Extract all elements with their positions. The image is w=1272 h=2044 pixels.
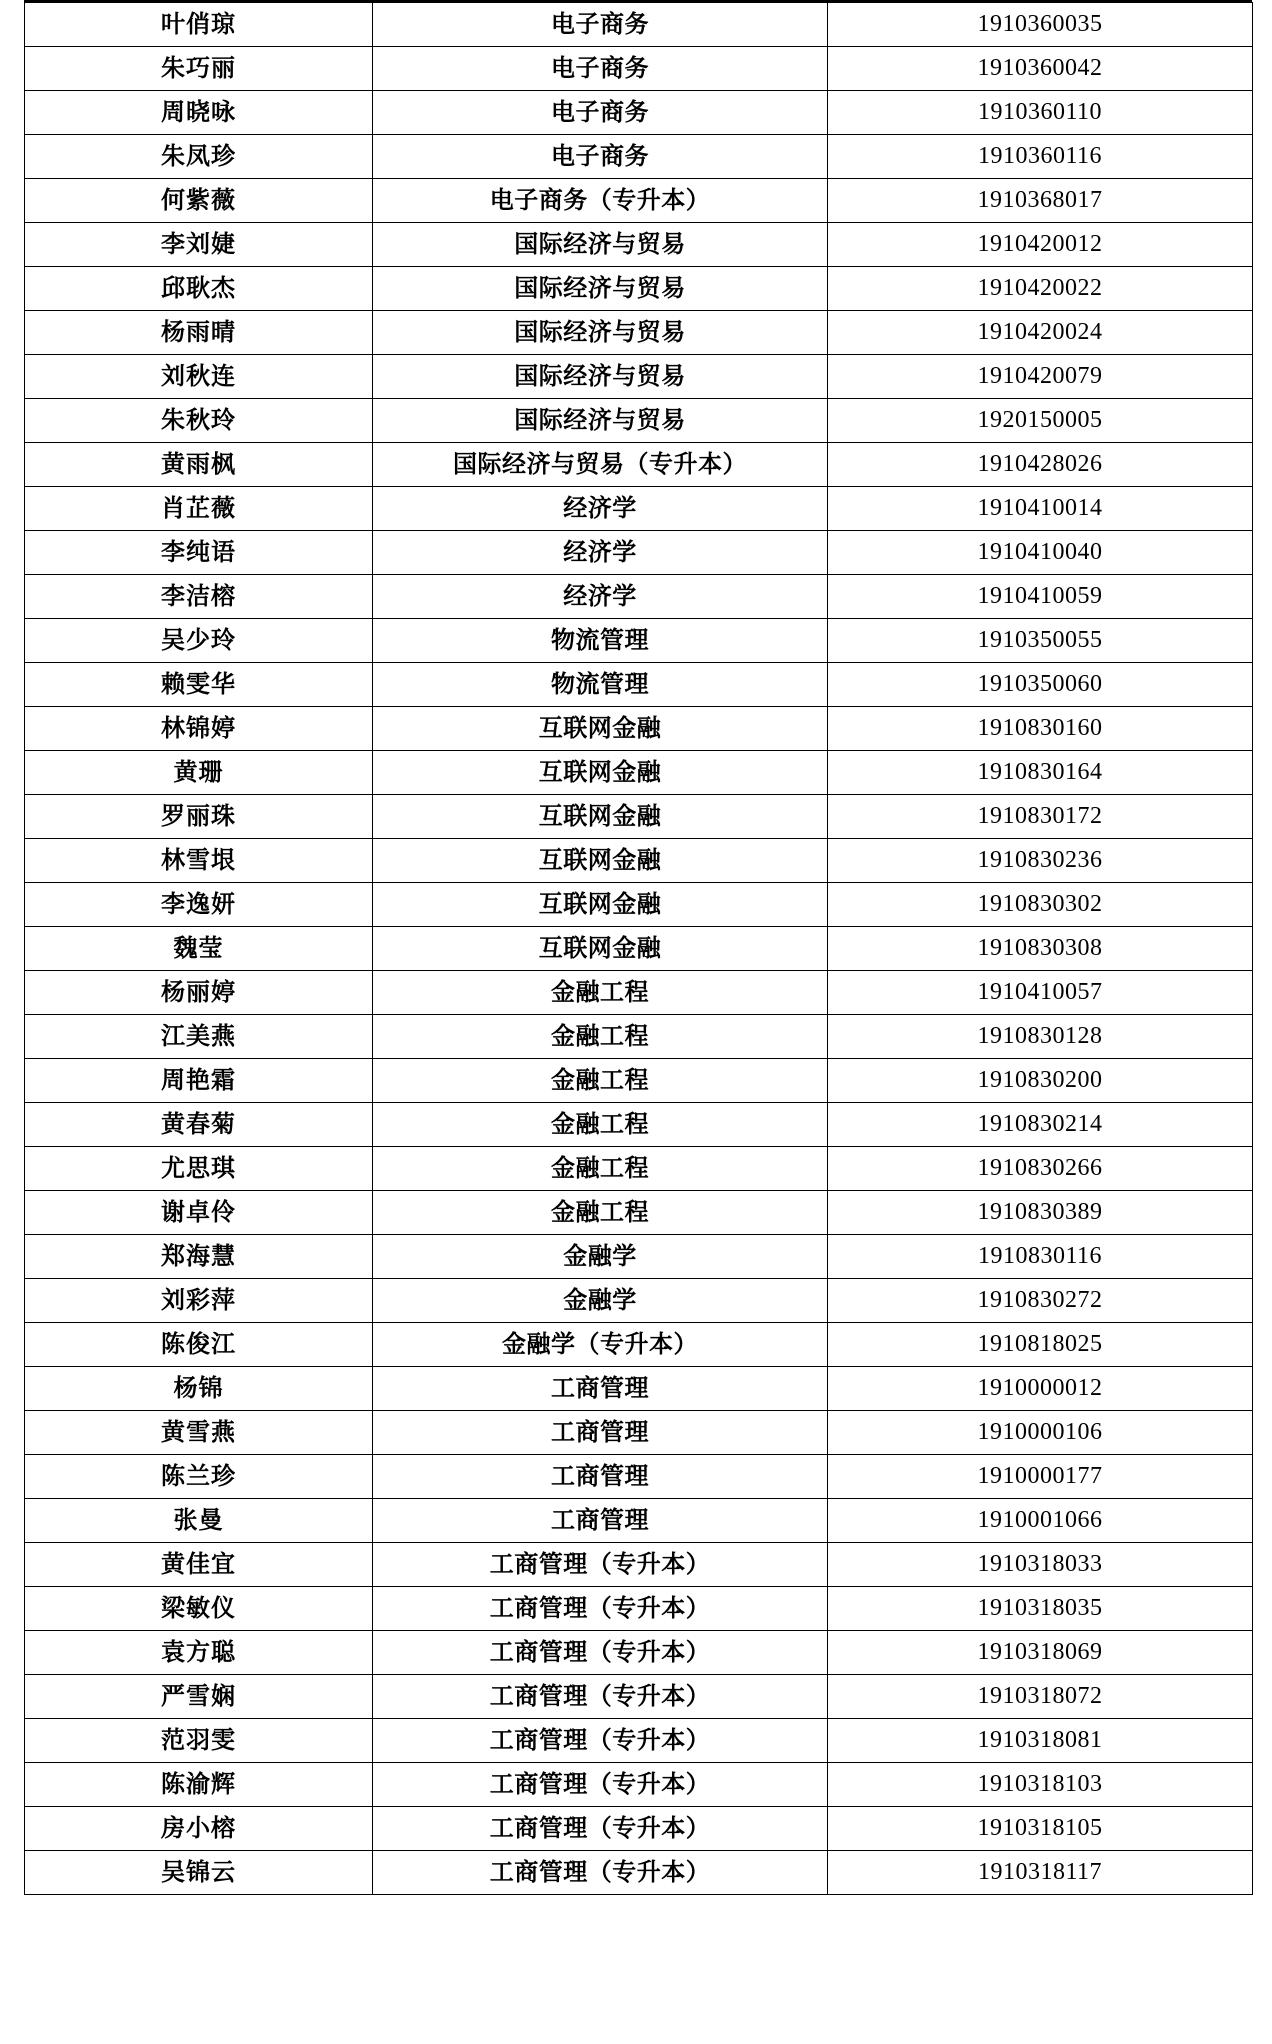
- cell-student-id: 1910830164: [828, 751, 1253, 795]
- cell-major: 工商管理（专升本）: [373, 1675, 828, 1719]
- cell-student-name: 陈渝辉: [25, 1763, 373, 1807]
- table-row: [25, 1675, 1253, 1719]
- cell-student-id: 1910410059: [828, 575, 1253, 619]
- cell-student-name: 黄雪燕: [25, 1411, 373, 1455]
- cell-student-id: 1910420079: [828, 355, 1253, 399]
- cell-student-name: 杨锦: [25, 1367, 373, 1411]
- cell-major: 工商管理: [373, 1367, 828, 1411]
- cell-student-name: 陈俊江: [25, 1323, 373, 1367]
- table-row: [25, 1851, 1253, 1895]
- table-row: [25, 1367, 1253, 1411]
- cell-major: 物流管理: [373, 619, 828, 663]
- cell-student-id: 1910830160: [828, 707, 1253, 751]
- cell-major: 经济学: [373, 487, 828, 531]
- cell-student-id: 1910318069: [828, 1631, 1253, 1675]
- cell-major: 物流管理: [373, 663, 828, 707]
- table-row: [25, 135, 1253, 179]
- table-row: [25, 1015, 1253, 1059]
- cell-major: 电子商务（专升本）: [373, 179, 828, 223]
- cell-major: 互联网金融: [373, 927, 828, 971]
- cell-student-name: 何紫薇: [25, 179, 373, 223]
- cell-major: 国际经济与贸易（专升本）: [373, 443, 828, 487]
- table-row: [25, 1279, 1253, 1323]
- table-row: [25, 1455, 1253, 1499]
- cell-student-id: 1910318105: [828, 1807, 1253, 1851]
- table-row: [25, 883, 1253, 927]
- cell-student-id: 1910350055: [828, 619, 1253, 663]
- cell-student-name: 李刘婕: [25, 223, 373, 267]
- cell-major: 电子商务: [373, 91, 828, 135]
- cell-major: 电子商务: [373, 3, 828, 47]
- table-row: [25, 1235, 1253, 1279]
- cell-student-id: 1920150005: [828, 399, 1253, 443]
- table-row: [25, 1763, 1253, 1807]
- cell-student-name: 郑海慧: [25, 1235, 373, 1279]
- cell-major: 工商管理: [373, 1411, 828, 1455]
- cell-student-name: 吴少玲: [25, 619, 373, 663]
- cell-major: 金融工程: [373, 1059, 828, 1103]
- table-row: [25, 575, 1253, 619]
- table-row: [25, 443, 1253, 487]
- cell-major: 国际经济与贸易: [373, 399, 828, 443]
- cell-student-name: 黄春菊: [25, 1103, 373, 1147]
- cell-major: 工商管理: [373, 1455, 828, 1499]
- cell-student-id: 1910410057: [828, 971, 1253, 1015]
- cell-student-name: 陈兰珍: [25, 1455, 373, 1499]
- cell-major: 经济学: [373, 575, 828, 619]
- cell-student-name: 朱秋玲: [25, 399, 373, 443]
- cell-major: 金融工程: [373, 1103, 828, 1147]
- table-row: [25, 3, 1253, 47]
- cell-major: 金融学: [373, 1235, 828, 1279]
- table-row: [25, 355, 1253, 399]
- table-row: [25, 223, 1253, 267]
- cell-student-id: 1910830266: [828, 1147, 1253, 1191]
- cell-student-id: 1910420012: [828, 223, 1253, 267]
- table-row: [25, 47, 1253, 91]
- cell-student-name: 吴锦云: [25, 1851, 373, 1895]
- cell-major: 工商管理（专升本）: [373, 1851, 828, 1895]
- table-row: [25, 1719, 1253, 1763]
- cell-student-name: 严雪娴: [25, 1675, 373, 1719]
- cell-student-id: 1910830308: [828, 927, 1253, 971]
- cell-major: 金融工程: [373, 971, 828, 1015]
- cell-student-name: 袁方聪: [25, 1631, 373, 1675]
- cell-student-id: 1910000177: [828, 1455, 1253, 1499]
- cell-major: 金融工程: [373, 1015, 828, 1059]
- cell-student-id: 1910830200: [828, 1059, 1253, 1103]
- cell-student-id: 1910830172: [828, 795, 1253, 839]
- table-row: [25, 487, 1253, 531]
- cell-major: 经济学: [373, 531, 828, 575]
- cell-student-id: 1910830128: [828, 1015, 1253, 1059]
- cell-major: 金融学（专升本）: [373, 1323, 828, 1367]
- cell-student-id: 1910360110: [828, 91, 1253, 135]
- table-row: [25, 531, 1253, 575]
- cell-student-name: 杨雨晴: [25, 311, 373, 355]
- cell-major: 金融工程: [373, 1147, 828, 1191]
- cell-student-id: 1910001066: [828, 1499, 1253, 1543]
- cell-student-id: 1910318035: [828, 1587, 1253, 1631]
- cell-student-name: 刘秋连: [25, 355, 373, 399]
- cell-student-name: 肖芷薇: [25, 487, 373, 531]
- table-row: [25, 1587, 1253, 1631]
- cell-major: 工商管理（专升本）: [373, 1631, 828, 1675]
- table-row: [25, 707, 1253, 751]
- cell-student-name: 梁敏仪: [25, 1587, 373, 1631]
- cell-major: 工商管理（专升本）: [373, 1719, 828, 1763]
- table-row: [25, 399, 1253, 443]
- table-row: [25, 971, 1253, 1015]
- cell-student-id: 1910318117: [828, 1851, 1253, 1895]
- table-row: [25, 663, 1253, 707]
- cell-student-id: 1910830389: [828, 1191, 1253, 1235]
- roster-table-body: [25, 3, 1253, 1895]
- cell-major: 工商管理（专升本）: [373, 1543, 828, 1587]
- cell-student-id: 1910830302: [828, 883, 1253, 927]
- cell-student-name: 黄珊: [25, 751, 373, 795]
- cell-major: 互联网金融: [373, 751, 828, 795]
- table-row: [25, 1807, 1253, 1851]
- cell-student-name: 张曼: [25, 1499, 373, 1543]
- cell-major: 电子商务: [373, 47, 828, 91]
- roster-table: [24, 2, 1253, 1895]
- cell-student-name: 邱耿杰: [25, 267, 373, 311]
- cell-student-id: 1910830116: [828, 1235, 1253, 1279]
- cell-student-name: 李纯语: [25, 531, 373, 575]
- table-row: [25, 1147, 1253, 1191]
- cell-student-name: 李洁榕: [25, 575, 373, 619]
- table-row: [25, 795, 1253, 839]
- table-row: [25, 839, 1253, 883]
- cell-student-id: 1910830236: [828, 839, 1253, 883]
- table-row: [25, 927, 1253, 971]
- table-row: [25, 1103, 1253, 1147]
- cell-student-id: 1910318072: [828, 1675, 1253, 1719]
- cell-student-name: 林雪垠: [25, 839, 373, 883]
- cell-student-name: 江美燕: [25, 1015, 373, 1059]
- roster-table-container: [24, 2, 1252, 1895]
- cell-student-id: 1910360116: [828, 135, 1253, 179]
- cell-student-name: 赖雯华: [25, 663, 373, 707]
- cell-student-id: 1910360042: [828, 47, 1253, 91]
- table-row: [25, 619, 1253, 663]
- table-row: [25, 267, 1253, 311]
- cell-student-id: 1910830272: [828, 1279, 1253, 1323]
- table-row: [25, 751, 1253, 795]
- cell-major: 国际经济与贸易: [373, 223, 828, 267]
- cell-major: 国际经济与贸易: [373, 311, 828, 355]
- cell-student-id: 1910410014: [828, 487, 1253, 531]
- cell-student-name: 魏莹: [25, 927, 373, 971]
- cell-major: 互联网金融: [373, 839, 828, 883]
- cell-major: 金融工程: [373, 1191, 828, 1235]
- cell-student-id: 1910000012: [828, 1367, 1253, 1411]
- cell-major: 工商管理（专升本）: [373, 1807, 828, 1851]
- table-row: [25, 311, 1253, 355]
- table-row: [25, 1543, 1253, 1587]
- table-row: [25, 1059, 1253, 1103]
- cell-major: 电子商务: [373, 135, 828, 179]
- cell-student-id: 1910830214: [828, 1103, 1253, 1147]
- cell-major: 互联网金融: [373, 883, 828, 927]
- cell-student-id: 1910420022: [828, 267, 1253, 311]
- cell-student-id: 1910350060: [828, 663, 1253, 707]
- table-row: [25, 1411, 1253, 1455]
- table-row: [25, 91, 1253, 135]
- cell-student-name: 尤思琪: [25, 1147, 373, 1191]
- cell-student-id: 1910368017: [828, 179, 1253, 223]
- cell-student-name: 谢卓伶: [25, 1191, 373, 1235]
- cell-student-name: 杨丽婷: [25, 971, 373, 1015]
- cell-student-name: 罗丽珠: [25, 795, 373, 839]
- table-row: [25, 1499, 1253, 1543]
- cell-student-name: 叶俏琼: [25, 3, 373, 47]
- cell-major: 工商管理: [373, 1499, 828, 1543]
- table-row: [25, 179, 1253, 223]
- cell-student-name: 周晓咏: [25, 91, 373, 135]
- table-row: [25, 1323, 1253, 1367]
- cell-student-name: 黄佳宜: [25, 1543, 373, 1587]
- cell-student-name: 周艳霜: [25, 1059, 373, 1103]
- cell-student-name: 朱凤珍: [25, 135, 373, 179]
- cell-major: 工商管理（专升本）: [373, 1763, 828, 1807]
- cell-major: 国际经济与贸易: [373, 267, 828, 311]
- cell-student-id: 1910818025: [828, 1323, 1253, 1367]
- cell-student-id: 1910000106: [828, 1411, 1253, 1455]
- cell-student-id: 1910360035: [828, 3, 1253, 47]
- cell-student-name: 李逸妍: [25, 883, 373, 927]
- cell-student-id: 1910428026: [828, 443, 1253, 487]
- cell-student-id: 1910318103: [828, 1763, 1253, 1807]
- cell-student-id: 1910410040: [828, 531, 1253, 575]
- table-row: [25, 1191, 1253, 1235]
- cell-major: 工商管理（专升本）: [373, 1587, 828, 1631]
- cell-student-id: 1910318081: [828, 1719, 1253, 1763]
- table-row: [25, 1631, 1253, 1675]
- cell-student-name: 朱巧丽: [25, 47, 373, 91]
- cell-student-name: 林锦婷: [25, 707, 373, 751]
- cell-major: 国际经济与贸易: [373, 355, 828, 399]
- cell-major: 互联网金融: [373, 795, 828, 839]
- cell-major: 互联网金融: [373, 707, 828, 751]
- cell-student-name: 刘彩萍: [25, 1279, 373, 1323]
- cell-student-name: 范羽雯: [25, 1719, 373, 1763]
- cell-major: 金融学: [373, 1279, 828, 1323]
- cell-student-name: 黄雨枫: [25, 443, 373, 487]
- cell-student-name: 房小榕: [25, 1807, 373, 1851]
- cell-student-id: 1910420024: [828, 311, 1253, 355]
- cell-student-id: 1910318033: [828, 1543, 1253, 1587]
